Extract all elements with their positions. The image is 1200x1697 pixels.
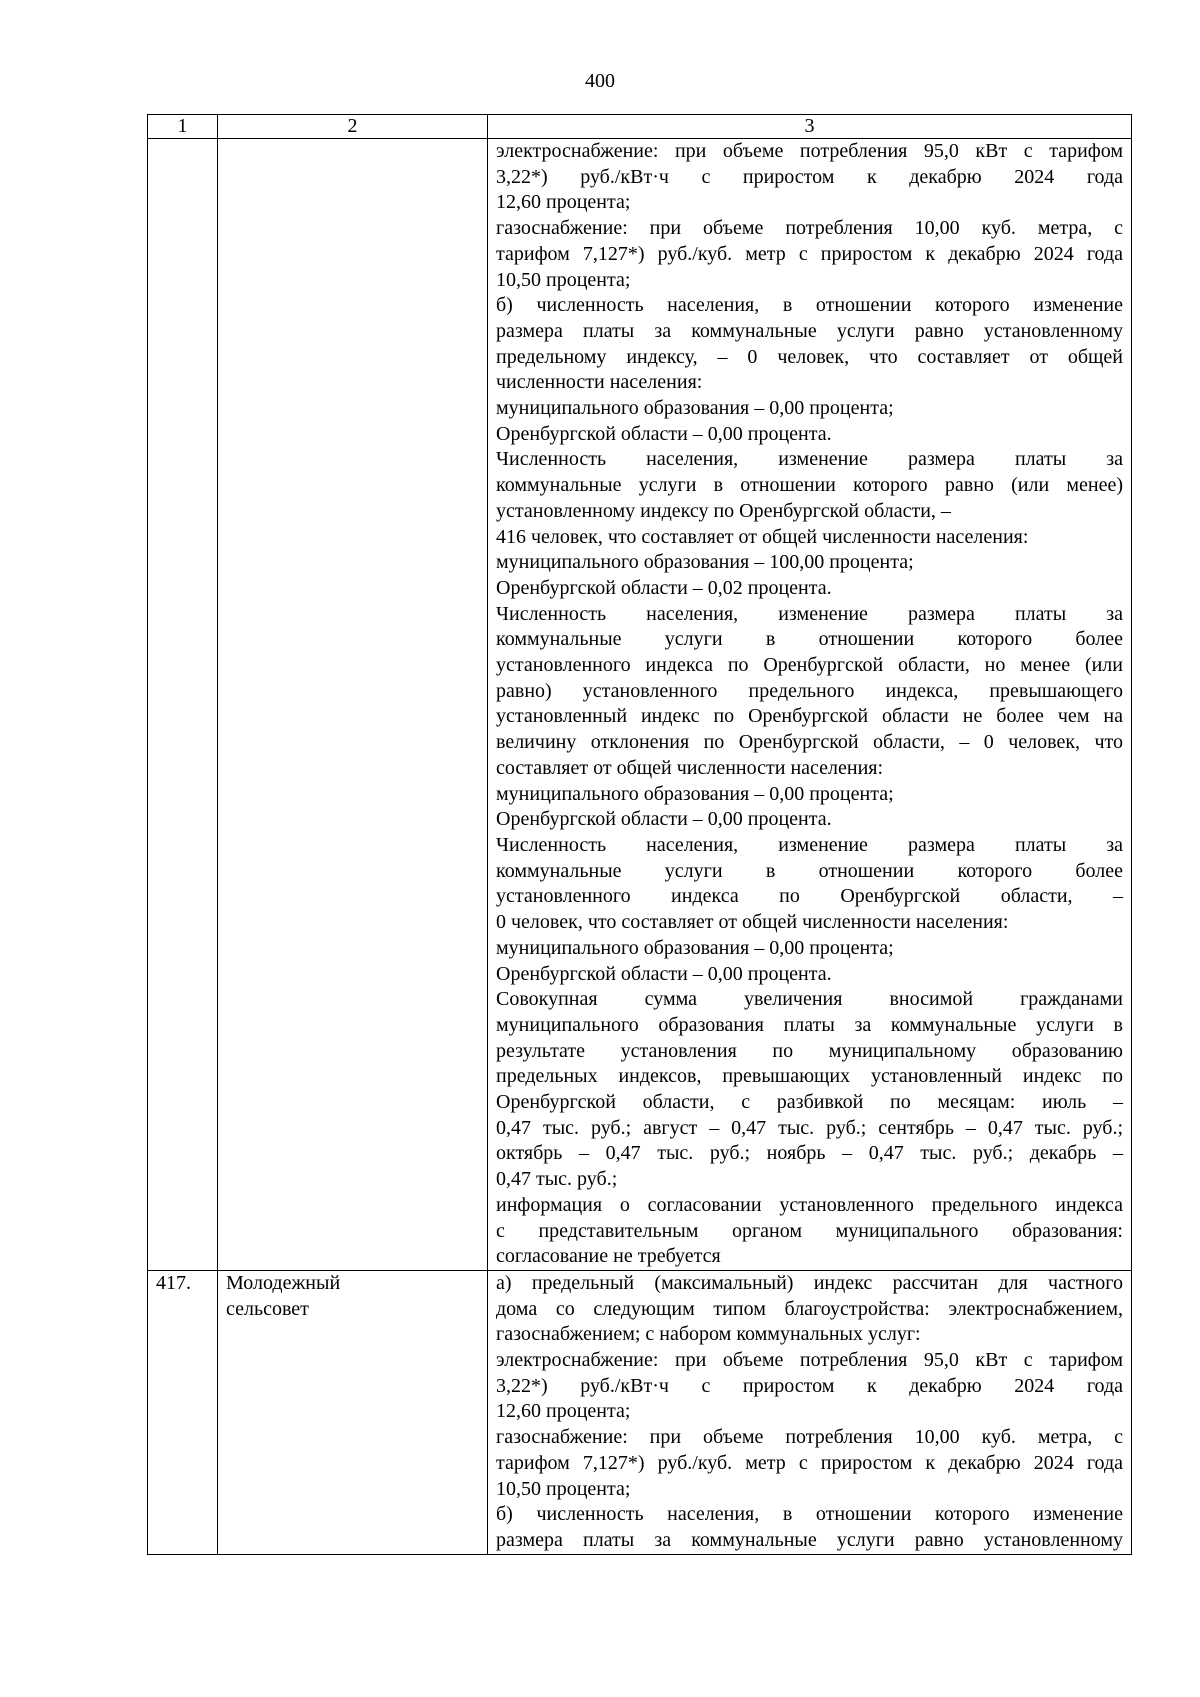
text-line: установленного индекса по Оренбургской области, – xyxy=(496,885,1123,908)
description-cell xyxy=(488,1270,1132,1554)
text-line: коммунальные услуги в отношении которого более xyxy=(496,628,1123,651)
text-line: Численность населения, изменение размера платы за xyxy=(496,833,1123,856)
text-line: б) численность населения, в отношении которого изменение xyxy=(496,1503,1123,1526)
text-line: 3,22*) руб./кВт·ч с приростом к декабрю 2024 года xyxy=(496,165,1123,188)
text-line: предельному индексу, – 0 человек, что составляет от общей xyxy=(496,345,1123,368)
text-line: электроснабжение: при объеме потребления 95,0 кВт с тарифом xyxy=(496,1349,1123,1372)
text-line: численности населения: xyxy=(496,371,703,394)
text-line: б) численность населения, в отношении которого изменение xyxy=(496,294,1123,317)
text-line: размера платы за коммунальные услуги равно установленному xyxy=(496,1528,1123,1551)
text-line: муниципального образования – 0,00 процента; xyxy=(496,782,894,805)
text-line: составляет от общей численности населения: xyxy=(496,756,884,779)
text-line: величину отклонения по Оренбургской области, – 0 человек, что xyxy=(496,731,1123,754)
page-number: 400 xyxy=(585,70,615,92)
text-line: с представительным органом муниципального образования: xyxy=(496,1219,1123,1242)
text-line: Оренбургской области – 0,00 процента. xyxy=(496,962,832,985)
table-row xyxy=(148,1270,1132,1554)
table-header-row xyxy=(148,115,1132,139)
text-line: а) предельный (максимальный) индекс рассчитан для частного xyxy=(496,1271,1123,1294)
text-line: октябрь – 0,47 тыс. руб.; ноябрь – 0,47 тыс. руб.; декабрь – xyxy=(496,1142,1123,1165)
text-line: результате установления по муниципальному образованию xyxy=(496,1039,1123,1062)
text-line: муниципального образования – 100,00 процента; xyxy=(496,551,914,574)
text-line: 0,47 тыс. руб.; август – 0,47 тыс. руб.; сентябрь – 0,47 тыс. руб.; xyxy=(496,1116,1123,1139)
text-line: согласование не требуется xyxy=(496,1245,721,1268)
municipality-name-line: Молодежный xyxy=(226,1271,341,1294)
text-line: размера платы за коммунальные услуги равно установленному xyxy=(496,319,1123,342)
text-line: 3,22*) руб./кВт·ч с приростом к декабрю 2024 года xyxy=(496,1374,1123,1397)
text-line: Совокупная сумма увеличения вносимой гражданами xyxy=(496,988,1123,1011)
text-line: коммунальные услуги в отношении которого более xyxy=(496,859,1123,882)
text-line: тарифом 7,127*) руб./куб. метр с приростом к декабрю 2024 года xyxy=(496,1451,1123,1474)
text-line: газоснабжение: при объеме потребления 10,00 куб. метра, с xyxy=(496,217,1123,240)
table-row xyxy=(148,139,1132,1271)
text-line: муниципального образования – 0,00 процента; xyxy=(496,397,894,420)
text-line: установленный индекс по Оренбургской области не более чем на xyxy=(496,705,1123,728)
text-line: муниципального образования – 0,00 процента; xyxy=(496,936,894,959)
text-line: Численность населения, изменение размера платы за xyxy=(496,602,1123,625)
text-line: Оренбургской области, с разбивкой по месяцам: июль – xyxy=(496,1091,1123,1114)
municipality-name xyxy=(218,139,488,1271)
text-line: муниципального образования платы за коммунальные услуги в xyxy=(496,1013,1123,1036)
row-number: 417. xyxy=(148,1270,218,1554)
text-line: 10,50 процента; xyxy=(496,268,631,291)
text-line: 12,60 процента; xyxy=(496,191,631,214)
text-line: 0 человек, что составляет от общей численности населения: xyxy=(496,911,1009,934)
header-col-3: 3 xyxy=(488,115,1132,139)
text-line: 12,60 процента; xyxy=(496,1400,631,1423)
text-line: установленного индекса по Оренбургской области, но менее (или xyxy=(496,654,1123,677)
header-col-2: 2 xyxy=(218,115,488,139)
text-line: Численность населения, изменение размера платы за xyxy=(496,448,1123,471)
row-number xyxy=(148,139,218,1271)
description-cell xyxy=(488,139,1132,1271)
text-line: газоснабжение: при объеме потребления 10,00 куб. метра, с xyxy=(496,1426,1123,1449)
municipality-name xyxy=(218,1270,488,1554)
text-line: коммунальные услуги в отношении которого равно (или менее) xyxy=(496,474,1123,497)
text-line: Оренбургской области – 0,02 процента. xyxy=(496,576,832,599)
text-line: 416 человек, что составляет от общей численности населения: xyxy=(496,525,1029,548)
text-line: Оренбургской области – 0,00 процента. xyxy=(496,422,832,445)
text-line: 0,47 тыс. руб.; xyxy=(496,1168,618,1191)
text-line: дома со следующим типом благоустройства: электроснабжением, xyxy=(496,1297,1123,1320)
data-table xyxy=(147,114,1132,1555)
text-line: 10,50 процента; xyxy=(496,1477,631,1500)
text-line: газоснабжением; с набором коммунальных услуг: xyxy=(496,1323,921,1346)
text-line: установленному индексу по Оренбургской области, – xyxy=(496,499,951,522)
text-line: электроснабжение: при объеме потребления 95,0 кВт с тарифом xyxy=(496,140,1123,162)
header-col-1: 1 xyxy=(148,115,218,139)
text-line: равно) установленного предельного индекса, превышающего xyxy=(496,679,1123,702)
municipality-name-line: сельсовет xyxy=(226,1297,309,1320)
text-line: информация о согласовании установленного предельного индекса xyxy=(496,1193,1123,1216)
text-line: тарифом 7,127*) руб./куб. метр с приростом к декабрю 2024 года xyxy=(496,242,1123,265)
text-line: предельных индексов, превышающих установленный индекс по xyxy=(496,1065,1123,1088)
text-line: Оренбургской области – 0,00 процента. xyxy=(496,808,832,831)
